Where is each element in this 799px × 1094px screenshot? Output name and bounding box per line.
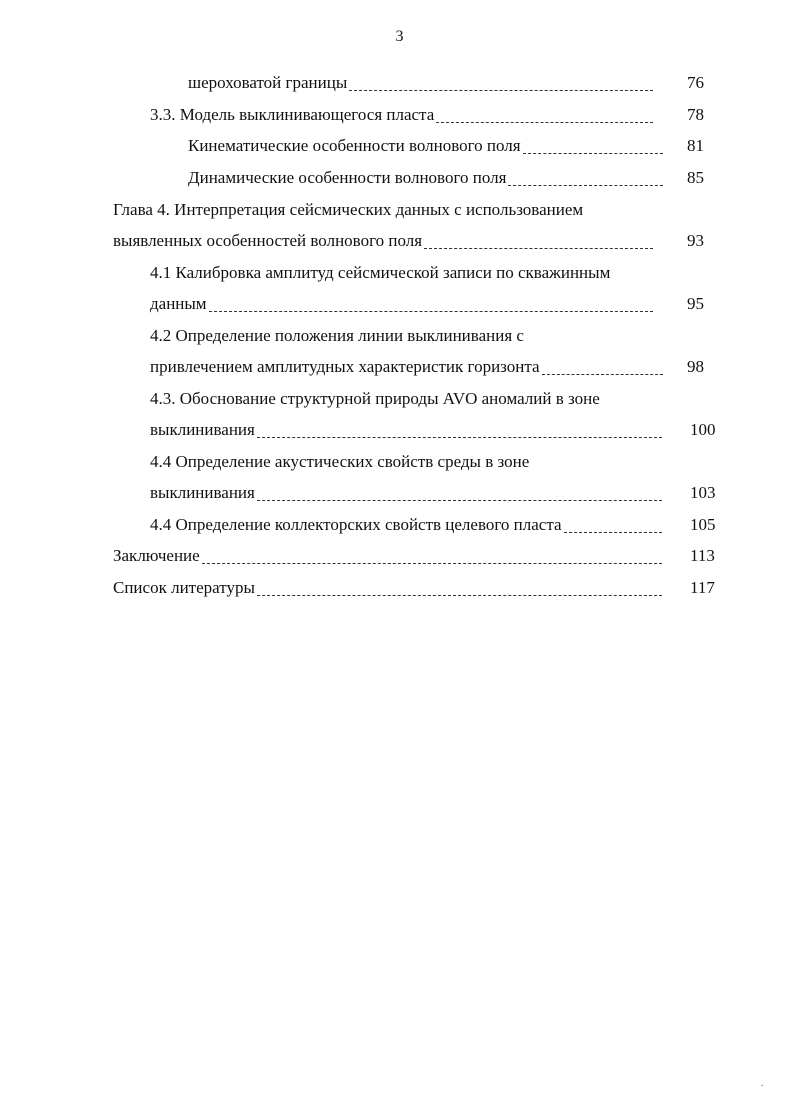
toc-entry-text: выклинивания [150, 483, 255, 502]
toc-entry [188, 71, 705, 95]
toc-entry [150, 355, 705, 379]
toc-entry-text: данным [150, 294, 207, 313]
toc-page-number: 93 [687, 231, 704, 250]
toc-entry-text: Заключение [113, 546, 200, 565]
toc-entry [113, 229, 705, 253]
toc-entry [150, 513, 718, 537]
toc-entry [150, 387, 705, 411]
toc-entry [113, 576, 718, 600]
toc-entry-text: 4.2 Определение положения линии выклинивания с [150, 326, 524, 345]
toc-page-number: 113 [690, 546, 715, 565]
page-number: 3 [395, 28, 404, 45]
toc-entry [150, 292, 705, 316]
toc-entry-text: 4.1 Калибровка амплитуд сейсмической записи по скважинным [150, 263, 611, 282]
toc-page-number: 81 [687, 136, 704, 155]
toc-page-number: 76 [687, 73, 704, 92]
toc-entry-text: Кинематические особенности волнового поля [188, 136, 521, 155]
toc-entry [113, 198, 705, 222]
toc-entry-text: привлечением амплитудных характеристик горизонта [150, 357, 540, 376]
toc-entry-text: Глава 4. Интерпретация сейсмических данных с использованием [113, 200, 584, 219]
toc-leader [542, 374, 663, 375]
toc-entry-text: 4.4 Определение коллекторских свойств целевого пласта [150, 515, 562, 534]
toc-page-number: 78 [687, 105, 704, 124]
toc-leader [564, 532, 662, 533]
toc-leader [424, 248, 653, 249]
toc-entry [188, 166, 705, 190]
toc-page-number: 85 [687, 168, 704, 187]
toc-leader [209, 311, 653, 312]
toc-leader [257, 500, 662, 501]
toc-leader [202, 563, 662, 564]
toc-leader [436, 122, 653, 123]
toc-entry-text: Список литературы [113, 578, 255, 597]
toc-page-number: 103 [690, 483, 716, 502]
toc-entry [150, 481, 718, 505]
toc-entry [150, 418, 718, 442]
toc-leader [349, 90, 653, 91]
toc-entry [113, 544, 718, 568]
toc-page-number: 105 [690, 515, 716, 534]
toc-page-number: 98 [687, 357, 704, 376]
toc-entry-text: шероховатой границы [188, 73, 348, 92]
toc-entry [150, 261, 705, 285]
toc-page-number: 95 [687, 294, 704, 313]
toc-entry-text: 4.3. Обоснование структурной природы AVO аномалий в зоне [150, 389, 600, 408]
toc-entry-text: выявленных особенностей волнового поля [113, 231, 423, 250]
toc-leader [523, 153, 663, 154]
toc-entry-text: 3.3. Модель выклинивающегося пласта [150, 105, 435, 124]
toc-leader [508, 185, 663, 186]
toc-entry [150, 103, 705, 127]
toc-page-number: 117 [690, 578, 715, 597]
toc-entry-text: Динамические особенности волнового поля [188, 168, 507, 187]
toc-leader [257, 437, 662, 438]
toc-page-number: 100 [690, 420, 716, 439]
scan-mark: . [761, 1078, 764, 1089]
toc-entry [150, 324, 705, 348]
toc-entry-text: выклинивания [150, 420, 255, 439]
toc-leader [257, 595, 662, 596]
toc-entry [150, 450, 705, 474]
toc-entry [188, 134, 705, 158]
toc-entry-text: 4.4 Определение акустических свойств среды в зоне [150, 452, 530, 471]
